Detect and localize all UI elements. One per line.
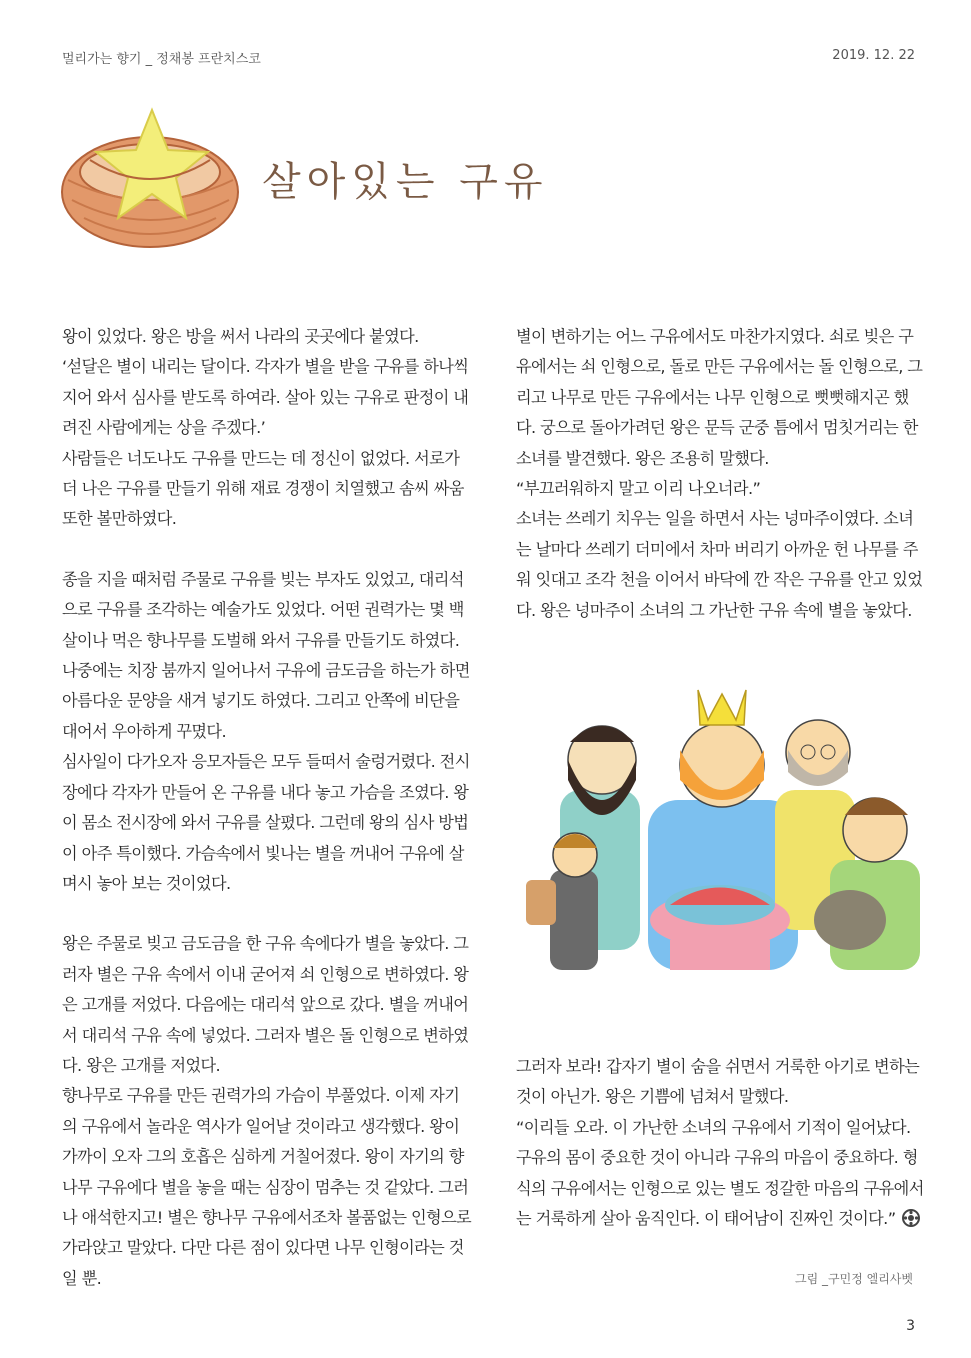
paragraph: 심사일이 다가오자 응모자들은 모두 들떠서 술렁거렸다. 전시장에다 각자가 만들어 온 구유를 내다 놓고 가슴을 조였다. 왕이 몸소 전시장에 와서 구유를 살폈다. 그런데 왕의 심사 방법이 아주 특이했다. 가슴속에서 빛나는 별을 꺼내어 구유에 살며시 놓아 보는 것이었다. xyxy=(62,752,470,893)
illustration-credit: 그림 _구민정 엘리사벳 xyxy=(795,1272,913,1286)
crib-illustration xyxy=(520,680,925,980)
paragraph xyxy=(516,1113,926,1235)
paragraph: 향나무로 구유를 만든 권력가의 가슴이 부풀었다. 이제 자기의 구유에서 놀라운 역사가 일어날 것이라고 생각했다. 왕이 가까이 오자 그의 호흡은 심하게 거칠어졌다. 왕이 자기의 향나무 구유에다 별을 놓을 때는 심장이 멈추는 것 같았다. 그러나 애석한지고! 별은 향나무 구유에서조차 볼품없는 인형으로 가라앉고 말았다. 다만 다른 점이 있다면 나무 인형이라는 것일 뿐. xyxy=(62,1086,472,1288)
paragraph: 왕은 주물로 빚고 금도금을 한 구유 속에다가 별을 놓았다. 그러자 별은 구유 속에서 이내 굳어져 쇠 인형으로 변하였다. 왕은 고개를 저었다. 다음에는 대리석 앞으로 갔다. 별을 꺼내어서 대리석 구유 속에 넣었다. 그러자 별은 돌 인형으로 변하였다. 왕은 고개를 저었다. xyxy=(62,934,469,1075)
paragraph: 왕이 있었다. 왕은 방을 써서 나라의 곳곳에다 붙였다. xyxy=(62,327,419,346)
right-column-top xyxy=(516,322,926,626)
header-left: 멀리가는 향기 _ 정채봉 프란치스코 xyxy=(62,52,261,67)
paragraph: 그러자 보라! 갑자기 별이 숨을 쉬면서 거룩한 아기로 변하는 것이 아닌가. 왕은 기쁨에 넘쳐서 말했다. xyxy=(516,1057,920,1107)
basket-star-icon xyxy=(58,100,243,260)
paragraph-text: “이리들 오라. 이 가난한 소녀의 구유에서 기적이 일어났다. 구유의 몸이 중요한 것이 아니라 구유의 마음이 중요하다. 형식의 구유에서는 인형으로 있는 별도 정갈한 마음의 구유에서는 거룩하게 살아 움직인다. 이 태어남이 진짜인 것이다.” xyxy=(516,1117,924,1229)
header-date: 2019. 12. 22 xyxy=(832,48,915,63)
page-title: 살아있는 구유 xyxy=(262,159,549,205)
page-number: 3 xyxy=(906,1318,915,1334)
paragraph: 종을 지을 때처럼 주물로 구유를 빚는 부자도 있었고, 대리석으로 구유를 조각하는 예술가도 있었다. 어떤 권력가는 몇 백 살이나 먹은 향나무를 도벌해 와서 구유를 만들기도 하였다. 나중에는 치장 붐까지 일어나서 구유에 금도금을 하는가 하면 아름다운 문양을 새겨 넣기도 하였다. 그리고 안쪽에 비단을 대어서 우아하게 꾸몄다. xyxy=(62,569,470,741)
paragraph: ‘섣달은 별이 내리는 달이다. 각자가 별을 받을 구유를 하나씩 지어 와서 심사를 받도록 하여라. 살아 있는 구유로 판정이 내려진 사람에게는 상을 주겠다.’ xyxy=(62,357,469,438)
end-mark-icon xyxy=(902,1209,920,1227)
right-column-bottom xyxy=(516,1052,926,1234)
paragraph: 소녀는 쓰레기 치우는 일을 하면서 사는 넝마주이였다. 소녀는 날마다 쓰레기 더미에서 차마 버리기 아까운 헌 나무를 주워 잇대고 조각 천을 이어서 바닥에 깐 작은 구유를 안고 있었다. 왕은 넝마주이 소녀의 그 가난한 구유 속에 별을 놓았다. xyxy=(516,509,923,620)
paragraph: “부끄러워하지 말고 이리 나오너라.” xyxy=(516,479,761,499)
paragraph: 사람들은 너도나도 구유를 만드는 데 정신이 없었다. 서로가 더 나은 구유를 만들기 위해 재료 경쟁이 치열했고 솜씨 싸움 또한 볼만하였다. xyxy=(62,448,464,529)
left-column xyxy=(62,322,472,1294)
paragraph: 별이 변하기는 어느 구유에서도 마찬가지였다. 쇠로 빚은 구유에서는 쇠 인형으로, 돌로 만든 구유에서는 돌 인형으로, 그리고 나무로 만든 구유에서는 나무 인형으로 뻣뻣해지곤 했다. 궁으로 돌아가려던 왕은 문득 군중 틈에서 멈칫거리는 한 소녀를 발견했다. 왕은 조용히 말했다. xyxy=(516,327,923,468)
